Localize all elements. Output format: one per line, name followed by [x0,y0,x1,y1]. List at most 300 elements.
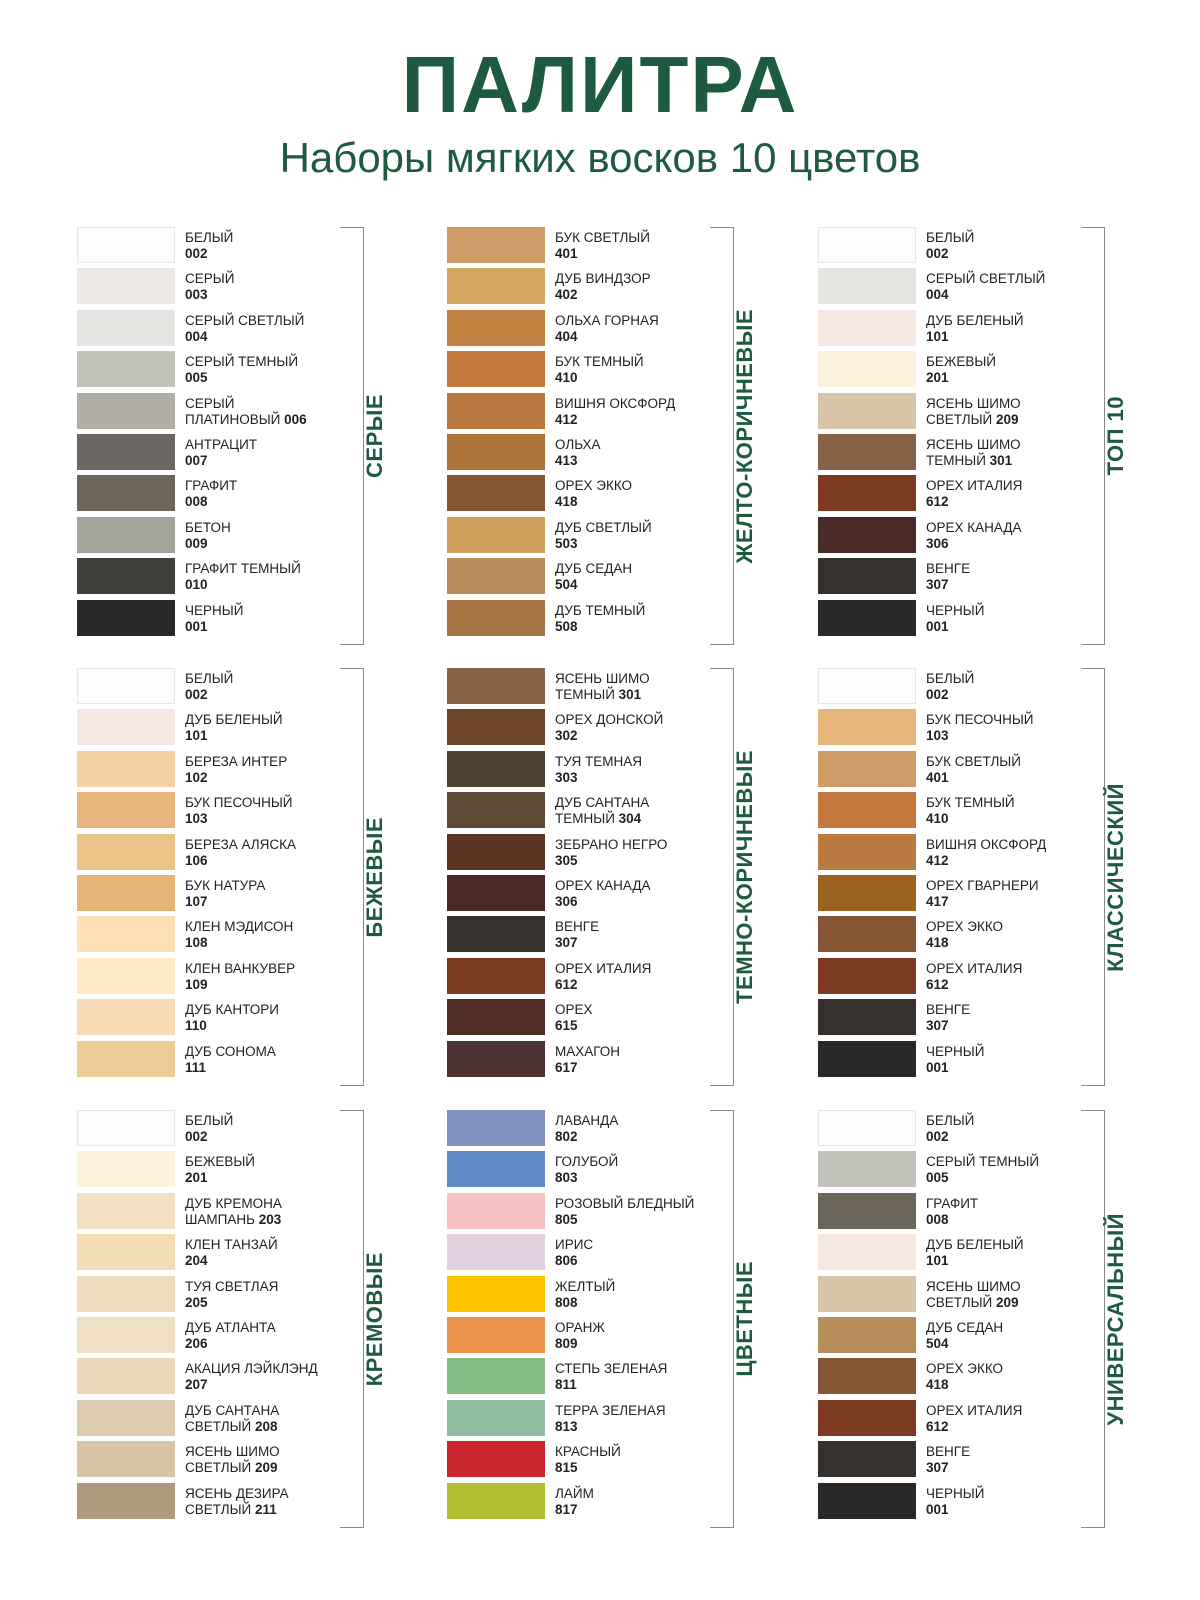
color-swatch [818,1276,916,1312]
color-code: 815 [555,1460,578,1475]
color-item [447,310,707,346]
color-name: ВИШНЯ ОКСФОРД [926,837,1047,852]
page-subtitle: Наборы мягких восков 10 цветов [279,134,921,181]
color-item [818,751,1078,787]
color-label [555,437,715,469]
color-name: ЯСЕНЬ ШИМО [926,396,1021,411]
color-item [447,1151,707,1187]
color-name: БУК СВЕТЛЫЙ [926,754,1021,769]
color-item [447,834,707,870]
color-swatch [818,1317,916,1353]
color-label [185,1002,345,1034]
color-item [77,958,337,994]
color-code: 307 [926,1460,949,1475]
color-item [77,709,337,745]
color-name: ОРЕХ КАНАДА [555,878,651,893]
color-label [555,1237,715,1269]
color-label [185,230,345,262]
color-name-cont: СВЕТЛЫЙ [926,412,996,427]
color-name: ЧЕРНЫЙ [926,1486,985,1501]
color-item [447,1041,707,1077]
group-bracket [340,1110,364,1528]
color-name: БЕЛЫЙ [926,671,975,686]
palette-group [447,1110,757,1530]
color-label [555,561,715,593]
color-swatch [818,1110,916,1146]
color-code: 101 [185,728,208,743]
color-name: ОРЕХ ДОНСКОЙ [555,712,664,727]
color-name: ОРЕХ ИТАЛИЯ [926,961,1023,976]
color-swatch [447,1483,545,1519]
color-item [77,1041,337,1077]
color-label [555,712,715,744]
color-label [555,919,715,951]
color-name: ОРЕХ ЭККО [555,478,633,493]
color-swatch [77,668,175,704]
color-code: 204 [185,1253,208,1268]
color-swatch [818,709,916,745]
color-name: БУК ПЕСОЧНЫЙ [185,795,293,810]
group-name: ТОП 10 [1103,396,1128,476]
color-code: 002 [926,246,949,261]
color-item [447,751,707,787]
color-name: КЛЕН ТАНЗАЙ [185,1237,278,1252]
color-label [926,1154,1086,1186]
color-swatch [447,792,545,828]
color-name: БУК НАТУРА [185,878,266,893]
color-label [926,878,1086,910]
color-name: ДУБ КАНТОРИ [185,1002,279,1017]
color-code: 504 [926,1336,949,1351]
color-item [77,1151,337,1187]
color-code: 413 [555,453,578,468]
color-item [818,999,1078,1035]
color-swatch [77,558,175,594]
color-swatch [77,351,175,387]
color-label [926,1279,1086,1311]
color-item [77,1317,337,1353]
color-code: 205 [185,1295,208,1310]
group-bracket [710,668,734,1086]
color-swatch [818,1400,916,1436]
color-label [926,1320,1086,1352]
color-code: 806 [555,1253,578,1268]
color-item [77,600,337,636]
palette-group [818,1110,1128,1530]
color-code: 301 [989,453,1013,468]
color-name: ОРАНЖ [555,1320,605,1335]
group-bracket [340,227,364,645]
color-item [447,268,707,304]
color-name: СЕРЫЙ СВЕТЛЫЙ [926,271,1046,286]
color-item [77,517,337,553]
color-item [818,1151,1078,1187]
color-item [77,227,337,263]
color-label [555,313,715,345]
color-name-cont: СВЕТЛЫЙ [185,1460,255,1475]
color-item [818,600,1078,636]
color-code: 803 [555,1170,578,1185]
color-name: ЯСЕНЬ ШИМО [185,1444,280,1459]
color-item [818,1234,1078,1270]
color-code: 209 [995,412,1019,427]
color-name-cont: СВЕТЛЫЙ [185,1419,255,1434]
group-name: УНИВЕРСАЛЬНЫЙ [1103,1212,1128,1426]
color-swatch [77,475,175,511]
color-code: 504 [555,577,578,592]
group-name: БЕЖЕВЫЕ [362,816,387,938]
color-item [77,999,337,1035]
color-code: 005 [185,370,208,385]
color-swatch [77,1400,175,1436]
color-swatch [447,916,545,952]
color-swatch [818,1151,916,1187]
color-code: 615 [555,1018,578,1033]
color-name-cont: СВЕТЛЫЙ [185,1502,255,1517]
color-item [447,1483,707,1519]
color-swatch [77,1193,175,1229]
group-bracket [710,227,734,645]
color-item [447,1276,707,1312]
group-bracket [1081,668,1105,1086]
color-swatch [818,1234,916,1270]
color-label [926,1361,1086,1393]
color-code: 201 [185,1170,208,1185]
color-label [555,754,715,786]
color-swatch [447,834,545,870]
color-label [555,1154,715,1186]
color-name: ДУБ КРЕМОНА [185,1196,282,1211]
color-label [185,603,345,635]
color-item [77,1276,337,1312]
color-swatch [818,1483,916,1519]
color-swatch [447,558,545,594]
color-item [818,434,1078,470]
color-code: 306 [555,894,578,909]
color-item [447,1441,707,1477]
color-swatch [447,475,545,511]
color-swatch [77,875,175,911]
color-name: БЕЛЫЙ [926,1113,975,1128]
color-code: 209 [254,1460,278,1475]
color-label [185,271,345,303]
color-label [926,1403,1086,1435]
color-label [555,520,715,552]
color-swatch [77,268,175,304]
color-item [818,834,1078,870]
color-swatch [818,351,916,387]
color-item [447,517,707,553]
palette-group [447,668,757,1088]
color-name: АНТРАЦИТ [185,437,258,452]
color-label [185,712,345,744]
color-item [77,1483,337,1519]
page-title: ПАЛИТРА [401,40,799,129]
color-swatch [447,1441,545,1477]
color-code: 211 [254,1502,277,1517]
color-item [818,1400,1078,1436]
color-item [447,875,707,911]
color-name: ДУБ САНТАНА [555,795,650,810]
color-code: 207 [185,1377,208,1392]
color-label [555,603,715,635]
color-label [926,961,1086,993]
color-label [185,354,345,386]
color-swatch [447,1317,545,1353]
group-name: ЦВЕТНЫЕ [732,1261,757,1377]
color-item [447,1400,707,1436]
color-item [77,351,337,387]
color-label [555,1361,715,1393]
color-swatch [447,1151,545,1187]
color-code: 102 [185,770,208,785]
color-swatch [77,227,175,263]
color-label [555,1279,715,1311]
color-label [185,1237,345,1269]
color-item [818,1483,1078,1519]
group-name: КЛАССИЧЕСКИЙ [1103,782,1128,972]
color-item [818,875,1078,911]
color-swatch [447,751,545,787]
color-label [555,795,715,827]
color-label [185,478,345,510]
group-bracket [340,668,364,1086]
color-item [818,1041,1078,1077]
color-code: 002 [185,687,208,702]
color-swatch [447,434,545,470]
color-name: БУК ПЕСОЧНЫЙ [926,712,1034,727]
color-swatch [77,916,175,952]
color-code: 417 [926,894,949,909]
color-item [447,558,707,594]
color-label [926,795,1086,827]
color-name: КЛЕН МЭДИСОН [185,919,294,934]
color-swatch [818,227,916,263]
color-swatch [447,1041,545,1077]
color-code: 418 [926,935,949,950]
color-code: 404 [555,329,578,344]
color-name: СЕРЫЙ ТЕМНЫЙ [185,354,299,369]
color-label [926,919,1086,951]
color-name-cont: ТЕМНЫЙ [555,811,619,826]
color-name: ОРЕХ ИТАЛИЯ [926,1403,1023,1418]
color-label [926,313,1086,345]
color-code: 307 [926,1018,949,1033]
color-code: 805 [555,1212,578,1227]
color-name: ЗЕБРАНО НЕГРО [555,837,668,852]
color-code: 002 [185,246,208,261]
color-swatch [818,393,916,429]
color-item [77,916,337,952]
color-code: 612 [926,494,949,509]
color-label [555,961,715,993]
color-name: БЕЛЫЙ [926,230,975,245]
color-code: 007 [185,453,208,468]
color-name: ДУБ СОНОМА [185,1044,276,1059]
color-name: ДУБ ТЕМНЫЙ [555,603,646,618]
color-code: 103 [926,728,949,743]
color-swatch [818,875,916,911]
color-name: СТЕПЬ ЗЕЛЕНАЯ [555,1361,668,1376]
group-name: СЕРЫЕ [362,394,387,478]
color-label [926,437,1086,469]
color-swatch [447,668,545,704]
color-item [818,792,1078,828]
color-code: 206 [185,1336,208,1351]
color-name: ЧЕРНЫЙ [926,603,985,618]
color-name: БЕРЕЗА АЛЯСКА [185,837,297,852]
color-name: ЧЕРНЫЙ [926,1044,985,1059]
color-name: ОРЕХ ЭККО [926,919,1004,934]
group-bracket [1081,1110,1105,1528]
color-label [555,837,715,869]
color-label [926,354,1086,386]
color-item [818,517,1078,553]
color-swatch [77,958,175,994]
color-label [185,837,345,869]
color-label [926,754,1086,786]
color-name: ТУЯ ТЕМНАЯ [555,754,643,769]
color-name: КЛЕН ВАНКУВЕР [185,961,296,976]
color-swatch [818,517,916,553]
color-label [185,1403,345,1435]
color-label [555,1444,715,1476]
color-swatch [447,227,545,263]
color-code: 208 [254,1419,278,1434]
color-code: 101 [926,329,949,344]
color-name: РОЗОВЫЙ БЛЕДНЫЙ [555,1196,695,1211]
color-label [185,1361,345,1393]
palette-group [447,227,757,647]
color-name: ОЛЬХА ГОРНАЯ [555,313,659,328]
color-code: 503 [555,536,578,551]
color-swatch [77,999,175,1035]
color-swatch [447,709,545,745]
color-name: СЕРЫЙ ТЕМНЫЙ [926,1154,1040,1169]
color-code: 009 [185,536,208,551]
color-label [926,837,1086,869]
color-code: 101 [926,1253,949,1268]
color-label [926,271,1086,303]
color-code: 306 [926,536,949,551]
color-item [77,434,337,470]
color-swatch [447,268,545,304]
color-item [77,268,337,304]
palette-group [818,227,1128,647]
color-swatch [77,1110,175,1146]
color-swatch [818,558,916,594]
color-name: БЕЛЫЙ [185,230,234,245]
color-name: ЛАЙМ [555,1486,594,1501]
color-label [185,754,345,786]
color-code: 001 [926,1060,949,1075]
color-name-cont: ШАМПАНЬ [185,1212,259,1227]
color-label [926,712,1086,744]
color-label [185,1196,345,1228]
color-swatch [77,792,175,828]
group-name: ТЕМНО-КОРИЧНЕВЫЕ [732,750,757,1004]
color-code: 412 [926,853,949,868]
color-label [185,1444,345,1476]
color-swatch [818,268,916,304]
color-item [818,558,1078,594]
color-name: ВИШНЯ ОКСФОРД [555,396,676,411]
color-name: ЖЕЛТЫЙ [555,1279,616,1294]
color-name: ЯСЕНЬ ШИМО [926,437,1021,452]
color-label [185,795,345,827]
color-swatch [818,834,916,870]
color-swatch [447,600,545,636]
color-name: ЧЕРНЫЙ [185,603,244,618]
color-swatch [447,351,545,387]
color-code: 002 [926,1129,949,1144]
color-swatch [447,1276,545,1312]
color-name: ДУБ БЕЛЕНЫЙ [926,313,1024,328]
color-swatch [447,1193,545,1229]
color-code: 612 [926,1419,949,1434]
color-label [926,671,1086,703]
color-name: МАХАГОН [555,1044,621,1059]
color-code: 303 [555,770,578,785]
color-name-cont: ТЕМНЫЙ [555,687,619,702]
color-name: ОРЕХ ИТАЛИЯ [926,478,1023,493]
color-name: ОРЕХ [555,1002,593,1017]
color-swatch [818,958,916,994]
color-item [818,1441,1078,1477]
color-swatch [818,475,916,511]
color-name: ОРЕХ КАНАДА [926,520,1022,535]
color-swatch [77,1234,175,1270]
color-label [926,396,1086,428]
group-name: КРЕМОВЫЕ [362,1251,387,1387]
color-code: 402 [555,287,578,302]
color-name: ВЕНГЕ [926,1002,971,1017]
color-code: 410 [926,811,949,826]
color-item [818,227,1078,263]
color-item [77,475,337,511]
color-name: БЕРЕЗА ИНТЕР [185,754,288,769]
color-swatch [447,393,545,429]
color-label [555,1044,715,1076]
color-label [926,1002,1086,1034]
color-item [818,1193,1078,1229]
color-name: ДУБ БЕЛЕНЫЙ [185,712,283,727]
color-name: ДУБ САНТАНА [185,1403,280,1418]
color-label [185,396,345,428]
color-code: 617 [555,1060,578,1075]
color-label [185,1154,345,1186]
color-swatch [77,1317,175,1353]
color-label [555,1486,715,1518]
color-code: 106 [185,853,208,868]
color-swatch [77,1151,175,1187]
color-swatch [77,1041,175,1077]
color-label [185,313,345,345]
color-item [818,310,1078,346]
color-swatch [77,310,175,346]
color-item [77,1441,337,1477]
color-label [926,1044,1086,1076]
color-label [185,561,345,593]
color-code: 307 [555,935,578,950]
color-swatch [447,1110,545,1146]
color-swatch [818,916,916,952]
color-name: ГОЛУБОЙ [555,1154,619,1169]
color-code: 401 [555,246,578,261]
palette-group [77,1110,387,1530]
color-name: БУК СВЕТЛЫЙ [555,230,650,245]
color-item [818,1110,1078,1146]
